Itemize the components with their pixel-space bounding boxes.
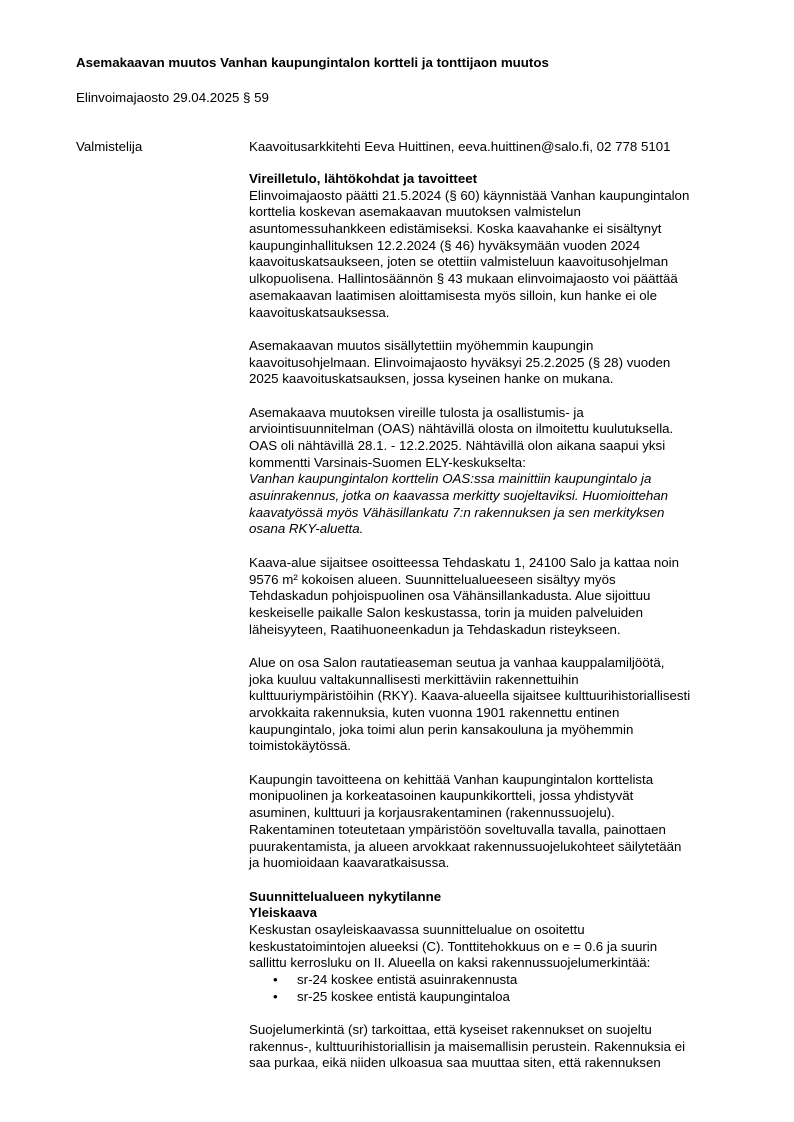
paragraph-3 [249, 405, 749, 472]
text-line: ja huomioidaan kaavaratkaisussa. [249, 855, 450, 871]
text-line: puurakentamista, ja alueen arvokkaat rakennussuojelukohteet säilytetään [249, 838, 682, 854]
text-line: 9576 m² kokoisen alueen. Suunnittelualueeseen sisältyy myös [249, 571, 616, 587]
text-line: kaavoituskatsauksessa. [249, 304, 390, 320]
bullet-list [249, 972, 749, 1005]
text-line: Kaupungin tavoitteena on kehittää Vanhan kaupungintalon korttelista [249, 771, 654, 787]
paragraph-6 [249, 772, 749, 872]
text-line: Vanhan kaupungintalon korttelin OAS:ssa mainittiin kaupungintalo ja [249, 471, 652, 487]
text-line: Elinvoimajaosto päätti 21.5.2024 (§ 60) käynnistää Vanhan kaupungintalon [249, 187, 690, 203]
text-line: Asemakaava muutoksen vireille tulosta ja osallistumis- ja [249, 404, 584, 420]
paragraph-7 [249, 922, 749, 972]
ely-comment-quote [249, 471, 749, 538]
bullet-icon: • [273, 972, 278, 987]
preparer-label: Valmistelija [76, 139, 143, 154]
text-line: toimistokäytössä. [249, 738, 351, 754]
text-line: kaavatyössä myös Vähäsillankatu 7:n rakennuksen ja sen merkityksen [249, 504, 665, 520]
bullet-item [249, 972, 749, 989]
bullet-text: sr-25 koskee entistä kaupungintaloa [297, 988, 510, 1004]
text-line: Keskustan osayleiskaavassa suunnittelualue on osoitettu [249, 921, 585, 937]
text-line: keskeiselle paikalle Salon keskustassa, torin ja muiden palveluiden [249, 604, 643, 620]
paragraph-2 [249, 338, 749, 388]
text-line: Suojelumerkintä (sr) tarkoittaa, että kyseiset rakennukset on suojeltu [249, 1022, 652, 1038]
text-line: monipuolinen ja korkeatasoinen kaupunkikortteli, jossa yhdistyvät [249, 788, 634, 804]
text-line: saa purkaa, eikä niiden ulkoasua saa muuttaa siten, että rakennuksen [249, 1055, 661, 1071]
section-heading-vireilletulo: Vireilletulo, lähtökohdat ja tavoitteet [249, 171, 478, 186]
document-body [249, 171, 749, 1072]
text-line: läheisyyteen, Raatihuoneenkadun ja Tehdaskadun risteykseen. [249, 621, 621, 637]
bullet-text: sr-24 koskee entistä asuinrakennusta [297, 972, 518, 987]
preparer-contact: Kaavoitusarkkitehti Eeva Huittinen, eeva.huittinen@salo.fi, 02 778 5101 [249, 139, 671, 154]
text-line: rakennus-, kulttuurihistoriallisin ja maisemallisin perustein. Rakennuksia ei [249, 1038, 686, 1054]
text-line: ulkopuolisena. Hallintosäännön § 43 mukaan elinvoimajaosto voi päättää [249, 271, 678, 287]
text-line: asuminen, kulttuuri ja korjausrakentaminen (rakennussuojelu). [249, 805, 615, 821]
text-line: sallittu kerrosluku on II. Alueella on kaksi rakennussuojelumerkintää: [249, 955, 651, 971]
paragraph-5 [249, 655, 749, 755]
text-line: Asemakaavan muutos sisällytettiin myöhemmin kaupungin [249, 337, 594, 353]
meeting-reference: Elinvoimajaosto 29.04.2025 § 59 [76, 90, 269, 105]
text-line: asuntomessuhankkeen edistämiseksi. Koska kaavahanke ei sisältynyt [249, 221, 662, 237]
text-line: joka kuuluu valtakunnallisesti merkittäviin rakennettuihin [249, 671, 579, 687]
text-line: arvokkaita rakennuksia, kuten vuonna 1901 rakennettu entinen [249, 705, 620, 720]
paragraph-1 [249, 188, 749, 322]
paragraph-4 [249, 555, 749, 638]
section-heading-nykytilanne: Suunnittelualueen nykytilanne [249, 888, 442, 904]
text-line: asuinrakennus, jotka on kaavassa merkitty suojeltaviksi. Huomioittehan [249, 488, 669, 504]
text-line: kommentti Varsinais-Suomen ELY-keskukselta: [249, 454, 526, 470]
paragraph-8 [249, 1022, 749, 1072]
document-title: Asemakaavan muutos Vanhan kaupungintalon kortteli ja tonttijaon muutos [76, 55, 549, 70]
text-line: arviointisuunnitelman (OAS) nähtävillä olosta on ilmoitettu kuulutuksella. [249, 421, 674, 437]
text-line: kaavoitusohjelmaan. Elinvoimajaosto hyväksyi 25.2.2025 (§ 28) vuoden [249, 354, 671, 370]
text-line: kaavoituskatsaukseen, joten se otettiin valmisteluun kaavoitusohjelman [249, 254, 669, 270]
subheading-yleiskaava: Yleiskaava [249, 905, 318, 921]
text-line: keskustatoimintojen alueeksi (C). Tonttitehokkuus on e = 0.6 ja suurin [249, 938, 658, 954]
text-line: Rakentaminen toteutetaan ympäristöön soveltuvalla tavalla, painottaen [249, 821, 666, 837]
text-line: OAS oli nähtävillä 28.1. - 12.2.2025. Nähtävillä olon aikana saapui yksi [249, 438, 666, 453]
text-line: Tehdaskadun pohjoispuolinen osa Vähänsillankadusta. Alue sijoittuu [249, 588, 651, 604]
text-line: kaupungintalo, joka toimi alun perin kansakouluna ja myöhemmin [249, 721, 634, 737]
text-line: osana RKY-aluetta. [249, 521, 364, 537]
text-line: asemakaavan laatimisen aloittamisesta myös silloin, kun hanke ei ole [249, 287, 657, 303]
text-line: 2025 kaavoituskatsauksen, jossa kyseinen hanke on mukana. [249, 371, 614, 387]
text-line: kulttuuriympäristöihin (RKY). Kaava-alueella sijaitsee kulttuurihistoriallisesti [249, 688, 691, 704]
text-line: korttelia koskevan asemakaavan muutoksen valmistelun [249, 204, 581, 220]
text-line: Kaava-alue sijaitsee osoitteessa Tehdaskatu 1, 24100 Salo ja kattaa noin [249, 554, 679, 570]
bullet-item [249, 989, 749, 1006]
text-line: Alue on osa Salon rautatieaseman seutua ja vanhaa kauppalamiljöötä, [249, 654, 665, 670]
bullet-icon: • [273, 988, 278, 1004]
text-line: kaupunginhallituksen 12.2.2024 (§ 46) hyväksymään vuoden 2024 [249, 237, 641, 253]
